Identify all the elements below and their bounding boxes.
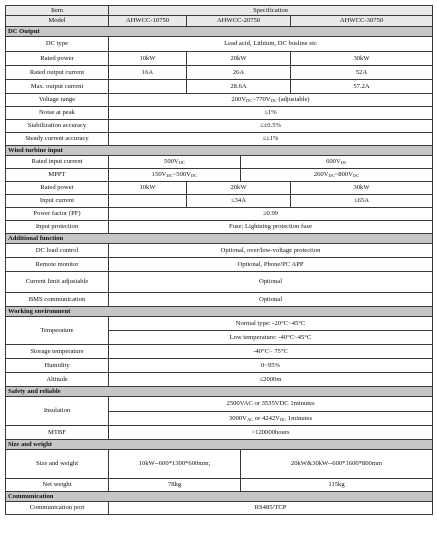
row-value: 10kW <box>109 182 187 195</box>
row-value-empty <box>109 195 187 208</box>
value-part: 150V <box>151 171 167 178</box>
row-value: 20kW <box>187 52 291 66</box>
row-label: Voltage range <box>6 94 109 107</box>
unit-subscript: DC <box>352 173 360 178</box>
unit-subscript: DC <box>166 173 173 178</box>
unit-subscript: DC <box>279 416 287 422</box>
unit-subscript: DC <box>178 160 185 165</box>
row-value <box>109 94 433 107</box>
row-value: 30kW <box>291 182 433 195</box>
row-value: Low temperature: -40°C~45°C <box>109 331 433 345</box>
value-part: ~770V <box>252 96 271 103</box>
row-size-weight <box>6 450 433 479</box>
unit-subscript: DC <box>328 173 335 178</box>
row-label: Net weight <box>6 479 109 492</box>
unit-subscript: AC <box>246 416 254 422</box>
row-label: Communication port <box>6 502 109 515</box>
row-label: MTBF <box>6 426 109 440</box>
row-value: ≤±1% <box>109 133 433 146</box>
section-safety <box>6 387 433 397</box>
row-value: Normal type: -20°C~45°C <box>109 317 433 331</box>
unit-subscript: DC <box>190 173 198 178</box>
row-value <box>109 412 433 426</box>
row-value: 0~95% <box>109 359 433 373</box>
row-stabilization <box>6 120 433 133</box>
row-rated-power <box>6 52 433 66</box>
row-input-current <box>6 195 433 208</box>
row-value: 10kW <box>109 52 187 66</box>
section-title: DC Output <box>6 27 433 37</box>
row-value: ≤±0.5% <box>109 120 433 133</box>
row-insulation-1 <box>6 397 433 412</box>
row-mppt <box>6 169 433 182</box>
row-value: 57.2A <box>291 80 433 94</box>
row-label: MPPT <box>6 169 109 182</box>
row-value: Optional <box>109 293 433 307</box>
row-label: Rated input current <box>6 156 109 169</box>
row-label: Storage temperature <box>6 345 109 359</box>
row-dc-load-control <box>6 244 433 258</box>
section-environment <box>6 307 433 317</box>
specification-table <box>5 5 433 515</box>
value-part: 500V <box>164 158 179 165</box>
unit-subscript: DC <box>270 98 277 103</box>
row-label: BMS communication <box>6 293 109 307</box>
row-steady-current <box>6 133 433 146</box>
row-max-output-current <box>6 80 433 94</box>
section-title: Safety and reliable <box>6 387 433 397</box>
model-3: AHWCC-30750 <box>291 16 433 27</box>
row-value: >120000hours <box>109 426 433 440</box>
header-item: Item <box>6 6 109 16</box>
unit-subscript: DC <box>340 160 347 165</box>
row-label: Temperature <box>6 317 109 345</box>
row-value <box>109 156 241 169</box>
row-label: Input current <box>6 195 109 208</box>
row-value: 20kW <box>187 182 291 195</box>
row-label: Rated power <box>6 182 109 195</box>
row-voltage-range <box>6 94 433 107</box>
row-bms <box>6 293 433 307</box>
row-label: Max. output current <box>6 80 109 94</box>
value-part: 1minutes <box>286 414 313 422</box>
section-title: Size and weight <box>6 440 433 450</box>
row-temperature-normal <box>6 317 433 331</box>
row-net-weight <box>6 479 433 492</box>
header-row <box>6 6 433 16</box>
row-label: Size and weight <box>6 450 109 479</box>
row-value: 115kg <box>241 479 433 492</box>
section-communication <box>6 492 433 502</box>
row-value: -40°C~ 75°C <box>109 345 433 359</box>
row-rated-input-current <box>6 156 433 169</box>
row-label: Remote monitor <box>6 258 109 272</box>
row-communication-port <box>6 502 433 515</box>
section-size <box>6 440 433 450</box>
row-value: Optional, over/low-voltage protection <box>109 244 433 258</box>
section-wind-input <box>6 146 433 156</box>
unit-subscript: DC <box>246 98 253 103</box>
row-label: DC load control <box>6 244 109 258</box>
row-value: ≤1% <box>109 107 433 120</box>
row-value: 28.6A <box>187 80 291 94</box>
row-value: 52A <box>291 66 433 80</box>
section-title: Communication <box>6 492 433 502</box>
row-label: Power factor (PF) <box>6 208 109 221</box>
row-value: 78kg <box>109 479 241 492</box>
row-label: Humidity <box>6 359 109 373</box>
value-part: 3000V <box>228 414 247 422</box>
row-value: ≥0.99 <box>109 208 433 221</box>
row-label: Stabilization accuracy <box>6 120 109 133</box>
header-specification: Specification <box>109 6 433 16</box>
value-part: ~500V <box>172 171 191 178</box>
value-part: 200V <box>231 96 247 103</box>
row-value <box>241 156 433 169</box>
row-value: Optional, Phone/PC APP <box>109 258 433 272</box>
row-mtbf <box>6 426 433 440</box>
row-value: ≤65A <box>291 195 433 208</box>
row-noise <box>6 107 433 120</box>
model-label: Model <box>6 16 109 27</box>
row-value: 10kW--600*1300*600mm; <box>109 450 241 479</box>
section-additional <box>6 234 433 244</box>
value-part: ~800V <box>334 171 353 178</box>
row-value: 26A <box>187 66 291 80</box>
row-label: Noise at peak <box>6 107 109 120</box>
row-wind-rated-power <box>6 182 433 195</box>
row-label: Rated output current <box>6 66 109 80</box>
row-value: 30kW <box>291 52 433 66</box>
row-label: Altitude <box>6 373 109 387</box>
model-1: AHWCC-10750 <box>109 16 187 27</box>
row-rated-output-current <box>6 66 433 80</box>
row-value: 20kW&30kW--600*1600*800mm <box>241 450 433 479</box>
section-dc-output <box>6 27 433 37</box>
row-label: Steady current accuracy <box>6 133 109 146</box>
row-altitude <box>6 373 433 387</box>
section-title: Wind turbine input <box>6 146 433 156</box>
value-part: 600V <box>326 158 341 165</box>
row-input-protection <box>6 221 433 234</box>
row-value: Optional <box>109 272 433 293</box>
row-remote-monitor <box>6 258 433 272</box>
row-label: Input protection <box>6 221 109 234</box>
row-value: 2500VAC or 3535VDC 1minutes <box>109 397 433 412</box>
row-value: RS485/TCP <box>109 502 433 515</box>
row-value: Lead acid, Lithium, DC busline etc <box>109 37 433 52</box>
row-value <box>241 169 433 182</box>
row-value-empty <box>109 80 187 94</box>
row-value <box>109 169 241 182</box>
row-storage-temperature <box>6 345 433 359</box>
section-title: Additional function <box>6 234 433 244</box>
row-label: DC type <box>6 37 109 52</box>
row-label: Insulation <box>6 397 109 426</box>
row-value: ≤2000m <box>109 373 433 387</box>
row-humidity <box>6 359 433 373</box>
value-part: (adjustable) <box>276 96 310 103</box>
model-row <box>6 16 433 27</box>
row-value: Fuse; Lightning protection fuse <box>109 221 433 234</box>
row-value: 16A <box>109 66 187 80</box>
row-dc-type <box>6 37 433 52</box>
model-2: AHWCC-20750 <box>187 16 291 27</box>
value-part: 260V <box>313 171 329 178</box>
row-label: Current limit adjustable <box>6 272 109 293</box>
row-power-factor <box>6 208 433 221</box>
section-title: Working environment <box>6 307 433 317</box>
row-current-limit <box>6 272 433 293</box>
value-part: or 4242V <box>253 414 280 422</box>
row-label: Rated power <box>6 52 109 66</box>
row-value: ≤34A <box>187 195 291 208</box>
